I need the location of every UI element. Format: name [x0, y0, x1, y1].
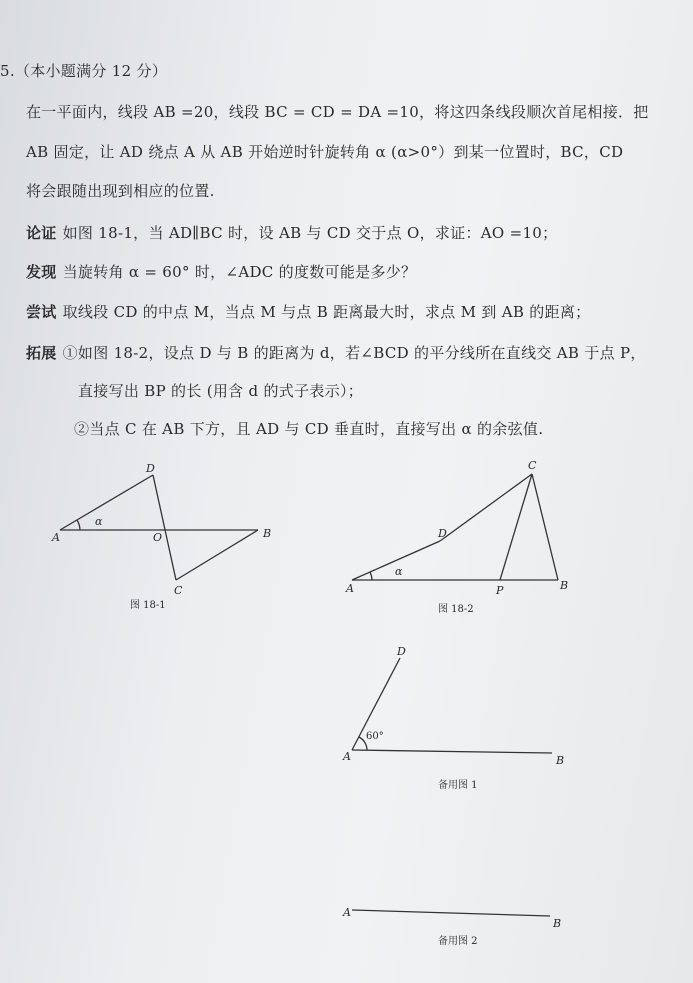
stem-line-1: 在一平面内，线段 AB =20，线段 BC = CD = DA =10，将这四条线段顺次首尾相接．把: [26, 103, 649, 121]
fig1-label-a: A: [52, 531, 60, 544]
fig1-segment-dc: [153, 475, 176, 580]
fig3-angle-label: 60°: [366, 731, 384, 742]
fig2-label-a: A: [346, 582, 354, 595]
fig2-label-p: P: [496, 584, 504, 597]
fig2-angle-label: α: [395, 565, 403, 578]
fig4-caption: 备用图 2: [438, 936, 478, 947]
fig2-segment-cb: [532, 474, 558, 580]
fig1-label-d: D: [146, 462, 155, 475]
part-discover-text: 当旋转角 α = 60° 时，∠ADC 的度数可能是多少？: [62, 263, 417, 281]
fig2-label-c: C: [528, 459, 537, 472]
fig4-label-b: B: [553, 917, 562, 930]
fig4-label-a: A: [343, 906, 351, 919]
part-try-label: 尝试: [26, 303, 57, 321]
part-proof-label: 论证: [26, 224, 57, 242]
extend-line-2: 直接写出 BP 的长 (用含 d 的式子表示）；: [78, 382, 364, 400]
fig2-label-d: D: [438, 527, 447, 540]
fig4-segment-ab: [352, 910, 550, 916]
fig2-label-b: B: [560, 579, 569, 592]
fig1-segment-cb: [176, 530, 258, 580]
fig1-label-o: O: [153, 531, 163, 544]
fig3-segment-ab: [352, 750, 552, 753]
extend-line-3: ②当点 C 在 AB 下方，且 AD 与 CD 垂直时，直接写出 α 的余弦值.: [74, 420, 544, 438]
part-discover-label: 发现: [26, 263, 57, 281]
fig3-label-d: D: [397, 645, 406, 658]
fig2-angle-arc: [370, 572, 372, 580]
stem-line-2: AB 固定，让 AD 绕点 A 从 AB 开始逆时针旋转角 α (α>0°）到某一位置时，BC，CD: [26, 143, 624, 161]
part-try-text: 取线段 CD 的中点 M，当点 M 与点 B 距离最大时，求点 M 到 AB 的距离；: [62, 303, 591, 321]
fig2-caption: 图 18-2: [438, 604, 474, 615]
fig1-angle-arc: [77, 520, 80, 530]
part-extend-label: 拓展: [26, 344, 57, 362]
problem-header: 5.（本小题满分 12 分）: [0, 62, 168, 80]
fig1-caption: 图 18-1: [130, 600, 166, 611]
part-extend-text: ①如图 18-2，设点 D 与 B 的距离为 d，若∠BCD 的平分线所在直线交 AB 于点 P，: [62, 344, 646, 362]
stem-line-3: 将会跟随出现到相应的位置.: [26, 182, 215, 200]
fig3-label-a: A: [343, 750, 351, 763]
fig1-segment-ad: [60, 475, 153, 530]
fig3-caption: 备用图 1: [438, 780, 478, 791]
fig2-segment-cp: [500, 474, 532, 580]
fig1-label-b: B: [263, 527, 272, 540]
fig1-label-c: C: [174, 584, 183, 597]
fig1-angle-label: α: [95, 515, 103, 528]
part-proof-text: 如图 18-1，当 AD∥BC 时，设 AB 与 CD 交于点 O，求证：AO =10；: [62, 224, 558, 242]
fig2-segment-dc: [440, 474, 532, 541]
fig3-label-b: B: [556, 754, 565, 767]
